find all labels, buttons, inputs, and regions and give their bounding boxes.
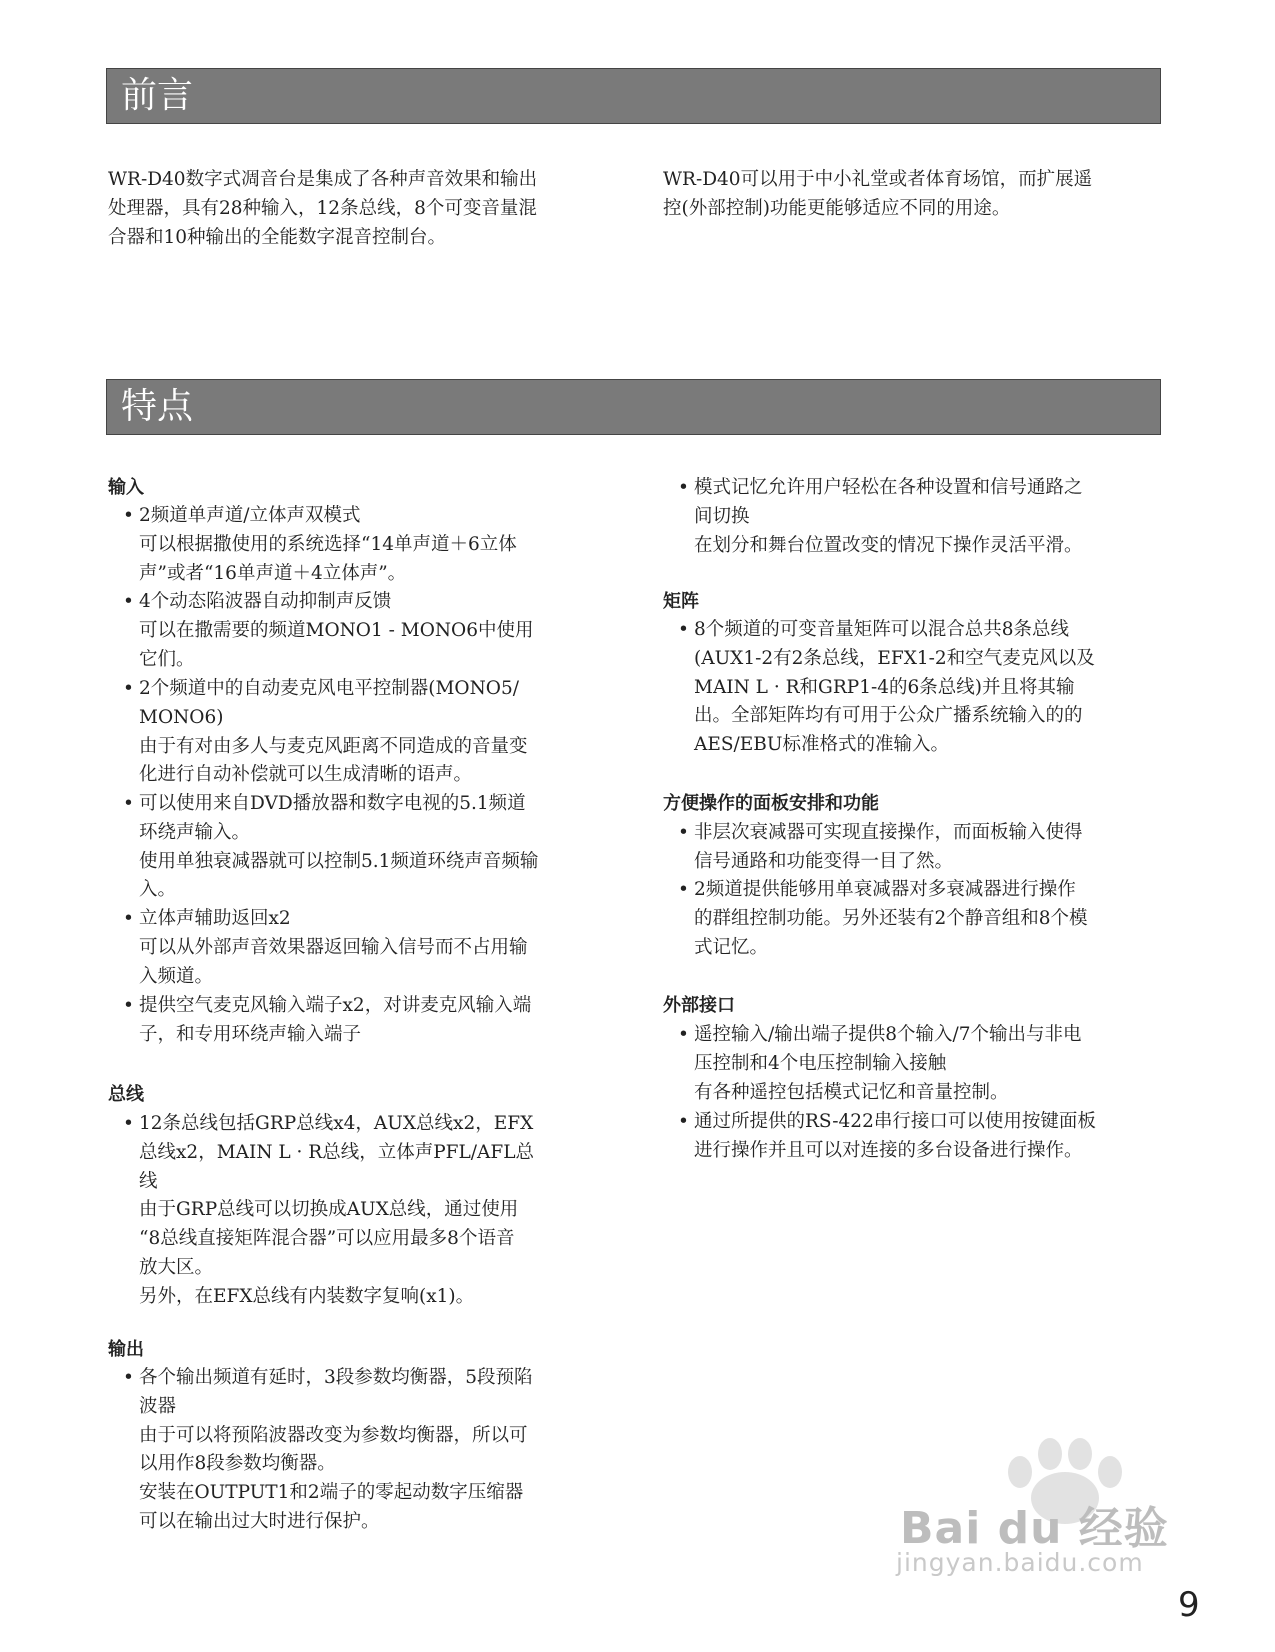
item-line: 化进行自动补偿就可以生成清晰的语声。 <box>139 764 473 786</box>
item-line: MONO6) <box>139 706 224 728</box>
bullet-icon: • <box>123 505 134 526</box>
heading-output: 输出 <box>108 1339 144 1360</box>
item-line: (AUX1-2有2条总线，EFX1-2和空气麦克风以及 <box>694 647 1095 669</box>
bullet-icon: • <box>123 793 134 814</box>
item-line: 以用作8段参数均衡器。 <box>139 1453 336 1475</box>
item-line: 遥控输入/输出端子提供8个输入/7个输出与非电 <box>694 1024 1082 1045</box>
item-line: 子，和专用环绕声输入端子 <box>139 1023 362 1045</box>
item-line: 总线x2，MAIN L · R总线，立体声PFL/AFL总 <box>139 1141 535 1163</box>
bullet-icon: • <box>123 995 134 1016</box>
list-item <box>123 1364 533 1537</box>
foreword-right-line: 控(外部控制)功能更能够适应不同的用途。 <box>663 198 1011 219</box>
item-line: 2个频道中的自动麦克风电平控制器(MONO5/ <box>139 678 519 699</box>
item-line: 可以在输出过大时进行保护。 <box>139 1510 380 1532</box>
bullet-icon: • <box>678 822 689 843</box>
section-banner-features <box>106 379 1161 435</box>
page-number: 9 <box>1178 1585 1200 1625</box>
item-line: 12条总线包括GRP总线x4，AUX总线x2，EFX <box>139 1113 534 1134</box>
watermark-url: jingyan.baidu.com <box>896 1548 1144 1577</box>
list-item <box>678 616 1095 760</box>
foreword-left-line: WR-D40数字式凋音台是集成了各种声音效果和输出 <box>108 169 538 190</box>
foreword-left-line: 处理器，具有28种输入，12条总线，8个可变音量混 <box>108 198 537 219</box>
item-line: 进行操作并且可以对连接的多台设备进行操作。 <box>694 1139 1083 1161</box>
item-line: MAIN L · R和GRP1-4的6条总线)并且将其输 <box>694 676 1075 698</box>
item-line: 间切换 <box>694 505 750 527</box>
item-line: 信号通路和功能变得一目了然。 <box>694 850 954 872</box>
item-line: 模式记忆允许用户轻松在各种设置和信号通路之 <box>694 477 1083 498</box>
item-line: 可以根据撒使用的系统选择“14单声道＋6立体 <box>139 533 517 555</box>
section-banner-foreword <box>106 68 1161 124</box>
item-line: 入。 <box>139 879 177 901</box>
item-line: AES/EBU标准格式的准输入。 <box>694 734 949 756</box>
item-line: 可以在撒需要的频道MONO1 - MONO6中使用 <box>139 619 534 641</box>
bullet-icon: • <box>123 908 134 929</box>
item-line: 提供空气麦克风输入端子x2，对讲麦克风输入端 <box>139 995 532 1016</box>
list-item <box>678 474 1083 560</box>
list-item <box>678 876 1088 962</box>
section-title-foreword: 前言 <box>121 75 194 116</box>
foreword-paragraph-right <box>663 165 1092 223</box>
item-line: 声”或者“16单声道＋4立体声”。 <box>139 562 407 584</box>
bullet-icon: • <box>123 1113 134 1134</box>
item-line: 2频道单声道/立体声双模式 <box>139 505 361 526</box>
bullet-icon: • <box>678 879 689 900</box>
list-item <box>678 1108 1096 1166</box>
item-line: 由于GRP总线可以切换成AUX总线，通过使用 <box>139 1199 519 1221</box>
foreword-right-line: WR-D40可以用于中小礼堂或者体育场馆，而扩展遥 <box>663 169 1093 190</box>
foreword-paragraph-left <box>108 165 537 252</box>
item-line: 使用单独衰减器就可以控制5.1频道环绕声音频输 <box>139 850 539 872</box>
item-line: 安装在OUTPUT1和2端子的零起动数字压缩器 <box>139 1482 524 1504</box>
list-item <box>123 905 528 991</box>
list-item <box>678 1021 1082 1107</box>
item-line: 由于可以将预陷波器改变为参数均衡器，所以可 <box>139 1424 528 1446</box>
item-line: 出。全部矩阵均有可用于公众广播系统输入的的 <box>694 705 1083 727</box>
item-line: 的群组控制功能。另外还装有2个静音组和8个模 <box>694 907 1088 929</box>
list-item <box>678 819 1083 877</box>
watermark-brand: Bai du 经验 <box>900 1503 1169 1554</box>
item-line: 它们。 <box>139 648 195 670</box>
item-line: 立体声辅助返回x2 <box>139 908 291 929</box>
item-line: 式记忆。 <box>694 936 769 958</box>
item-line: 在划分和舞台位置改变的情况下操作灵活平滑。 <box>694 534 1083 556</box>
list-item <box>123 675 528 790</box>
list-item <box>123 588 534 674</box>
item-line: 由于有对由多人与麦克风距离不同造成的音量变 <box>139 735 528 757</box>
bullet-icon: • <box>678 477 689 498</box>
item-line: 波器 <box>139 1395 177 1417</box>
item-line: 压控制和4个电压控制输入接触 <box>694 1052 947 1074</box>
bullet-icon: • <box>678 619 689 640</box>
bullet-icon: • <box>123 678 134 699</box>
item-line: 可以从外部声音效果器返回输入信号而不占用输 <box>139 936 528 958</box>
list-item <box>123 502 517 588</box>
item-line: 2频道提供能够用单衰减器对多衰减器进行操作 <box>694 879 1076 900</box>
item-line: 通过所提供的RS-422串行接口可以使用按键面板 <box>694 1111 1096 1132</box>
item-line: 非层次衰减器可实现直接操作，而面板输入使得 <box>694 822 1083 843</box>
item-line: 各个输出频道有延时，3段参数均衡器，5段预陷 <box>139 1367 533 1388</box>
heading-matrix: 矩阵 <box>663 591 699 612</box>
heading-input: 输入 <box>108 477 144 498</box>
section-title-features: 特点 <box>121 386 194 427</box>
bullet-icon: • <box>123 591 134 612</box>
item-line: 4个动态陷波器自动抑制声反馈 <box>139 591 392 612</box>
item-line: 8个频道的可变音量矩阵可以混合总共8条总线 <box>694 619 1070 640</box>
item-line: 环绕声输入。 <box>139 821 251 843</box>
heading-external: 外部接口 <box>663 995 735 1016</box>
item-line: 线 <box>139 1170 158 1192</box>
heading-panel: 方便操作的面板安排和功能 <box>663 793 879 814</box>
item-line: “8总线直接矩阵混合器”可以应用最多8个语音 <box>139 1228 515 1250</box>
heading-bus: 总线 <box>108 1084 144 1105</box>
item-line: 放大区。 <box>139 1256 214 1278</box>
foreword-left-line: 合器和10种输出的全能数字混音控制台。 <box>108 227 447 248</box>
bullet-icon: • <box>678 1024 689 1045</box>
list-item <box>123 1110 535 1312</box>
list-item <box>123 790 539 905</box>
item-line: 可以使用来自DVD播放器和数字电视的5.1频道 <box>139 793 526 814</box>
list-item <box>123 992 532 1050</box>
bullet-icon: • <box>123 1367 134 1388</box>
item-line: 入频道。 <box>139 965 214 987</box>
item-line: 有各种遥控包括模式记忆和音量控制。 <box>694 1081 1009 1103</box>
bullet-icon: • <box>678 1111 689 1132</box>
item-line: 另外，在EFX总线有内装数字复响(x1)。 <box>139 1285 475 1307</box>
